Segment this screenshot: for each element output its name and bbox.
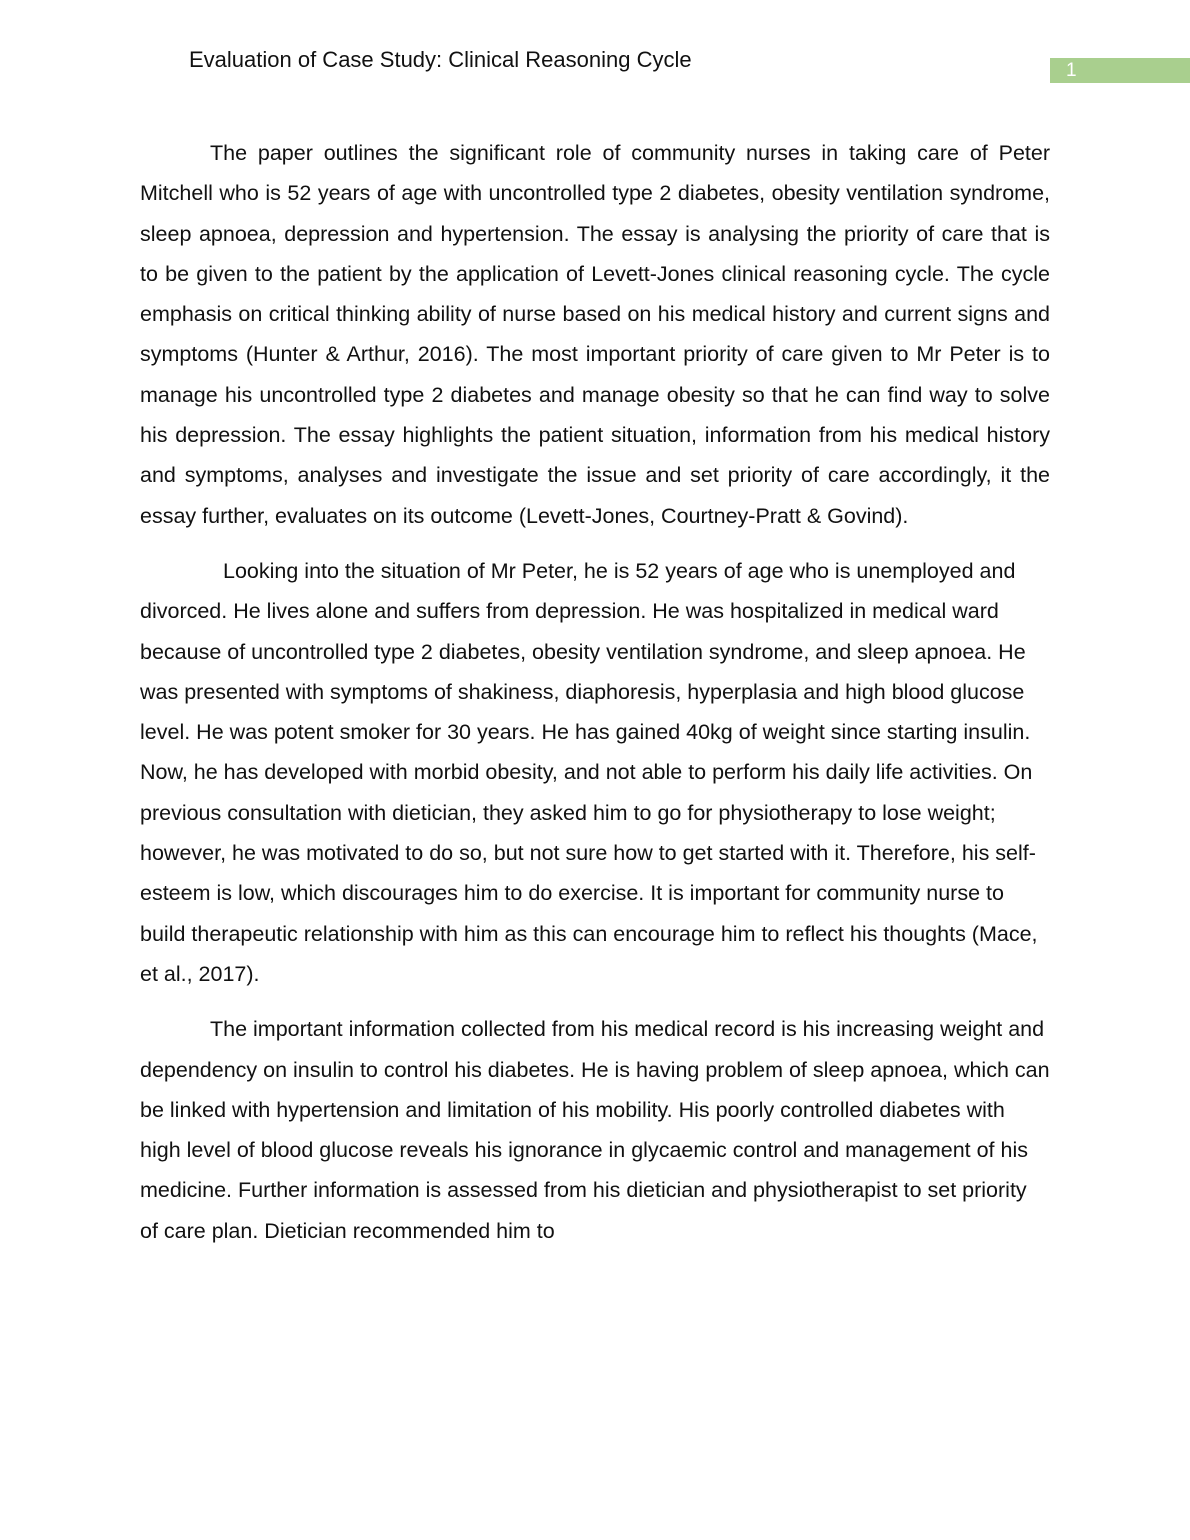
page-header-title: Evaluation of Case Study: Clinical Reasoning Cycle xyxy=(189,47,692,72)
page-number: 1 xyxy=(1050,58,1190,83)
paragraph-patient-situation: Looking into the situation of Mr Peter, he is 52 years of age who is unemployed and divorced. He lives alone and suffers from depression. He was hospitalized in medical ward because of uncontrolled type 2 diabetes, obesity ventilation syndrome, and sleep apnoea. He was presented with symptoms of shakiness, diaphoresis, hyperplasia and high blood glucose level. He was potent smoker for 30 years. He has gained 40kg of weight since starting insulin. Now, he has developed with morbid obesity, and not able to perform his daily life activities. On previous consultation with dietician, they asked him to go for physiotherapy to lose weight; however, he was motivated to do so, but not sure how to get started with it. Therefore, his self-esteem is low, which discourages him to do exercise. It is important for community nurse to build therapeutic relationship with him as this can encourage him to reflect his thoughts (Mace, et al., 2017). xyxy=(140,558,1038,986)
paragraph-medical-information: The important information collected from his medical record is his increasing weight and dependency on insulin to control his diabetes. He is having problem of sleep apnoea, which can be linked with hypertension and limitation of his mobility. His poorly controlled diabetes with high level of blood glucose reveals his ignorance in glycaemic control and management of his medicine. Further information is assessed from his dietician and physiotherapist to set priority of care plan. Dietician recommended him to xyxy=(140,1017,1050,1243)
document-body xyxy=(140,133,1050,1266)
paragraph-introduction: The paper outlines the significant role of community nurses in taking care of Peter Mitchell who is 52 years of age with uncontrolled type 2 diabetes, obesity ventilation syndrome, sleep apnoea, depression and hypertension. The essay is analysing the priority of care that is to be given to the patient by the application of Levett-Jones clinical reasoning cycle. The cycle emphasis on critical thinking ability of nurse based on his medical history and current signs and symptoms (Hunter & Arthur, 2016). The most important priority of care given to Mr Peter is to manage his uncontrolled type 2 diabetes and manage obesity so that he can find way to solve his depression. The essay highlights the patient situation, information from his medical history and symptoms, analyses and investigate the issue and set priority of care accordingly, it the essay further, evaluates on its outcome (Levett-Jones, Courtney-Pratt & Govind). xyxy=(140,141,1050,528)
